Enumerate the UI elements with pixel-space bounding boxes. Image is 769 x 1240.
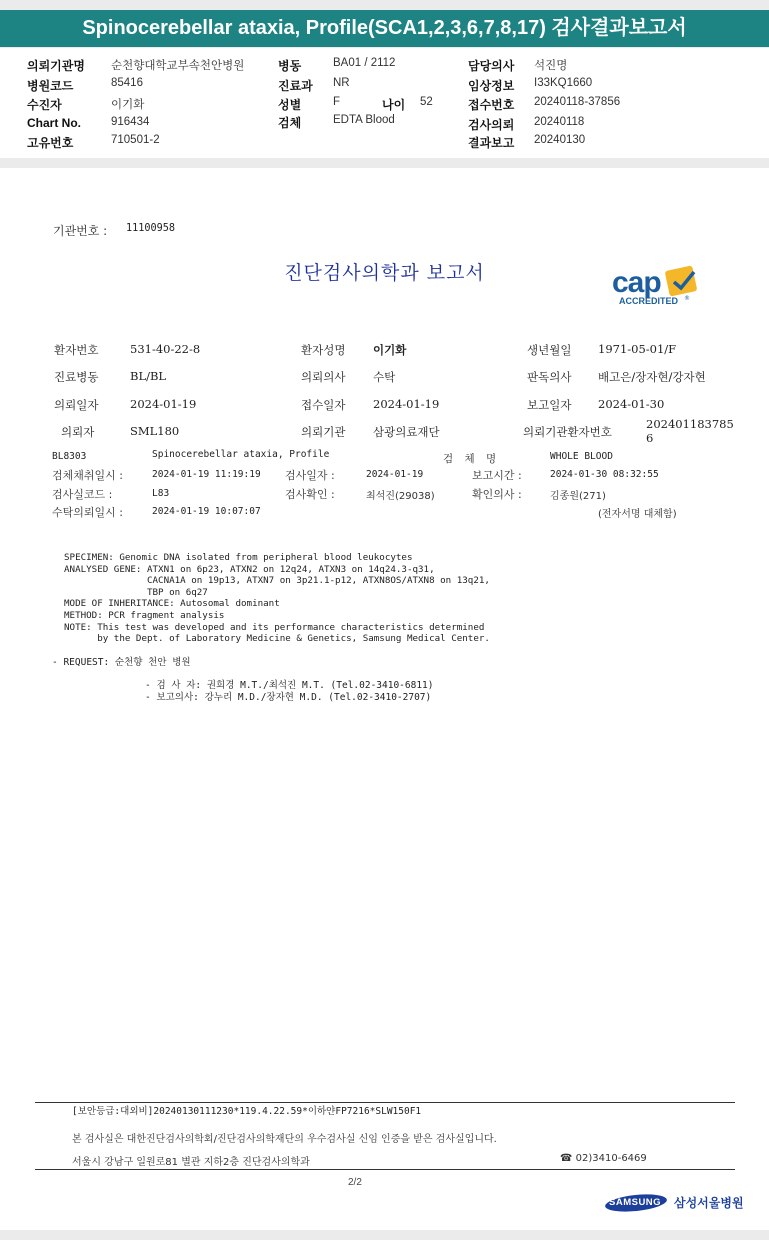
- patient-value: 2024-01-19: [373, 397, 440, 411]
- patient-value: 2024-01-30: [598, 397, 665, 411]
- reporter-line: - 보고의사: 강누리 M.D./장자현 M.D. (Tel.02-3410-2707): [145, 692, 432, 703]
- header-label: Chart No.: [27, 116, 81, 130]
- samsung-logo-text: SAMSUNG: [609, 1197, 662, 1208]
- confirm-value: 최석진(29038): [366, 491, 435, 502]
- patient-value: 배고은/장자현/강자현: [598, 370, 706, 384]
- header-value: BA01 / 2112: [333, 57, 396, 69]
- patient-name: 이기화: [373, 343, 407, 357]
- header-label: 성별: [278, 98, 302, 112]
- header-label: 검체: [278, 116, 302, 130]
- institution-no: 11100958: [126, 223, 176, 234]
- collect-label: 검체채취일시 :: [52, 469, 123, 482]
- patient-label: 의뢰일자: [54, 398, 99, 412]
- report-line: MODE OF INHERITANCE: Autosomal dominant: [64, 598, 280, 610]
- header-value: 916434: [111, 116, 150, 128]
- report-time-label: 보고시간 :: [472, 469, 522, 482]
- header-value: 52: [420, 96, 433, 108]
- patient-label: 접수일자: [301, 398, 346, 412]
- patient-label: 환자성명: [301, 343, 346, 357]
- header-label: 고유번호: [27, 136, 74, 150]
- order-time-label: 수탁의뢰일시 :: [52, 506, 123, 519]
- report-title-bar: [0, 10, 769, 47]
- footer-divider-bottom: [35, 1169, 735, 1170]
- patient-label: 의뢰자: [61, 425, 95, 439]
- report-line: METHOD: PCR fragment analysis: [64, 609, 225, 621]
- header-label: 접수번호: [468, 98, 515, 112]
- header-value: 710501-2: [111, 134, 160, 146]
- request-line: - REQUEST: 순천향 천안 병원: [52, 657, 191, 668]
- report-body: [64, 552, 490, 645]
- patient-label: 생년월일: [527, 343, 572, 357]
- report-line: NOTE: This test was developed and its performance characteristics determined: [64, 621, 485, 633]
- patient-value-cont: 6: [646, 431, 654, 445]
- patient-value: 2024-01-19: [130, 397, 197, 411]
- examiner-line: - 검 사 자: 권희경 M.T./최석진 M.T. (Tel.02-3410-6811): [145, 680, 434, 691]
- report-line: ANALYSED GENE: ATXN1 on 6p23, ATXN2 on 12q24, ATXN3 on 14q24.3-q31,: [64, 563, 435, 575]
- patient-value: SML180: [130, 424, 180, 438]
- patient-value: 531-40-22-8: [130, 342, 201, 356]
- patient-value: 수탁: [373, 370, 396, 384]
- test-date-value: 2024-01-19: [366, 469, 424, 480]
- patient-label: 보고일자: [527, 398, 572, 412]
- footer-divider-top: [35, 1102, 735, 1103]
- header-label: 진료과: [278, 79, 313, 93]
- patient-label: 의뢰의사: [301, 370, 346, 384]
- cap-logo-text: cap: [612, 266, 661, 299]
- samsung-logo: [604, 1194, 668, 1212]
- header-label: 의뢰기관명: [27, 59, 85, 73]
- header-value: 20240118-37856: [534, 96, 621, 108]
- report-line: CACNA1A on 19p13, ATXN7 on 3p21.1-p12, ATXN8OS/ATXN8 on 13q21,: [64, 575, 490, 587]
- phone-line: ☎ 02)3410-6469: [560, 1153, 647, 1164]
- patient-value: 1971-05-01/F: [598, 342, 677, 356]
- header-value: 석진명: [534, 60, 568, 72]
- header-value: 20240130: [534, 134, 586, 146]
- patient-label: 의뢰기관: [301, 425, 346, 439]
- request-header: [0, 48, 769, 158]
- patient-label: 의뢰기관환자번호: [523, 425, 612, 439]
- header-value: 이기화: [111, 99, 145, 111]
- order-time-value: 2024-01-19 10:07:07: [152, 506, 261, 517]
- cap-accredited-text: ACCREDITED: [619, 296, 679, 306]
- report-page: [0, 168, 769, 1230]
- header-label: 임상정보: [468, 79, 515, 93]
- specimen-value: WHOLE BLOOD: [550, 451, 613, 462]
- specimen-label: 검 체 명: [443, 453, 501, 465]
- lab-code-label: 검사실코드 :: [52, 488, 113, 501]
- report-line: SPECIMEN: Genomic DNA isolated from peripheral blood leukocytes: [64, 552, 413, 563]
- hospital-logo-text: 삼성서울병원: [674, 1196, 744, 1210]
- patient-value: 삼광의료재단: [373, 425, 440, 439]
- header-value: 순천향대학교부속천안병원: [111, 60, 245, 72]
- header-label: 병동: [278, 59, 302, 73]
- institution-no-label: 기관번호 :: [53, 224, 108, 238]
- header-value: 85416: [111, 77, 143, 89]
- test-code: BL8303: [52, 451, 87, 462]
- header-value: NR: [333, 77, 350, 89]
- certification-line: 본 검사실은 대한진단검사의학회/진단검사의학재단의 우수검사실 신임 인증을 받은 검사실입니다.: [72, 1134, 497, 1145]
- header-value: 20240118: [534, 116, 585, 128]
- header-label: 검사의뢰: [468, 118, 515, 132]
- address-line: 서울시 강남구 일원로81 별관 지하2층 진단검사의학과: [72, 1157, 310, 1168]
- patient-label: 진료병동: [54, 370, 99, 384]
- report-title: Spinocerebellar ataxia, Profile(SCA1,2,3,6,7,8,17) 검사결과보고서: [82, 17, 687, 39]
- confirm-label: 검사확인 :: [285, 488, 335, 501]
- header-label: 수진자: [27, 98, 62, 112]
- header-label: 병원코드: [27, 79, 74, 93]
- cap-accredited-logo: [612, 264, 712, 308]
- collect-value: 2024-01-19 11:19:19: [152, 469, 261, 480]
- page-number: 2/2: [348, 1177, 362, 1188]
- header-value: I33KQ1660: [534, 77, 593, 89]
- lab-code-value: L83: [152, 488, 170, 499]
- esign-note: (전자서명 대체함): [598, 509, 677, 520]
- patient-value: BL/BL: [130, 369, 167, 383]
- patient-label: 판독의사: [527, 370, 572, 384]
- doctor-label: 확인의사 :: [472, 488, 522, 501]
- header-label: 결과보고: [468, 136, 515, 150]
- security-line: [보안등급:대외비]20240130111230*119.4.22.59*이하얀FP7216*SLW150F1: [72, 1106, 422, 1117]
- report-time-value: 2024-01-30 08:32:55: [550, 469, 659, 480]
- lab-report-title: 진단검사의학과 보고서: [284, 262, 485, 284]
- test-name: Spinocerebellar ataxia, Profile: [152, 449, 330, 460]
- header-label: 담당의사: [468, 59, 515, 73]
- header-label: 나이: [382, 98, 406, 112]
- patient-label: 환자번호: [54, 343, 99, 357]
- test-date-label: 검사일자 :: [285, 469, 335, 482]
- registered-mark: ®: [684, 295, 690, 302]
- report-line: TBP on 6q27: [64, 586, 208, 598]
- doctor-value: 김종원(271): [550, 491, 606, 502]
- report-line: by the Dept. of Laboratory Medicine & Genetics, Samsung Medical Center.: [64, 633, 490, 645]
- header-value: F: [333, 96, 341, 108]
- patient-value: 202401183785: [646, 417, 734, 431]
- header-value: EDTA Blood: [333, 114, 395, 126]
